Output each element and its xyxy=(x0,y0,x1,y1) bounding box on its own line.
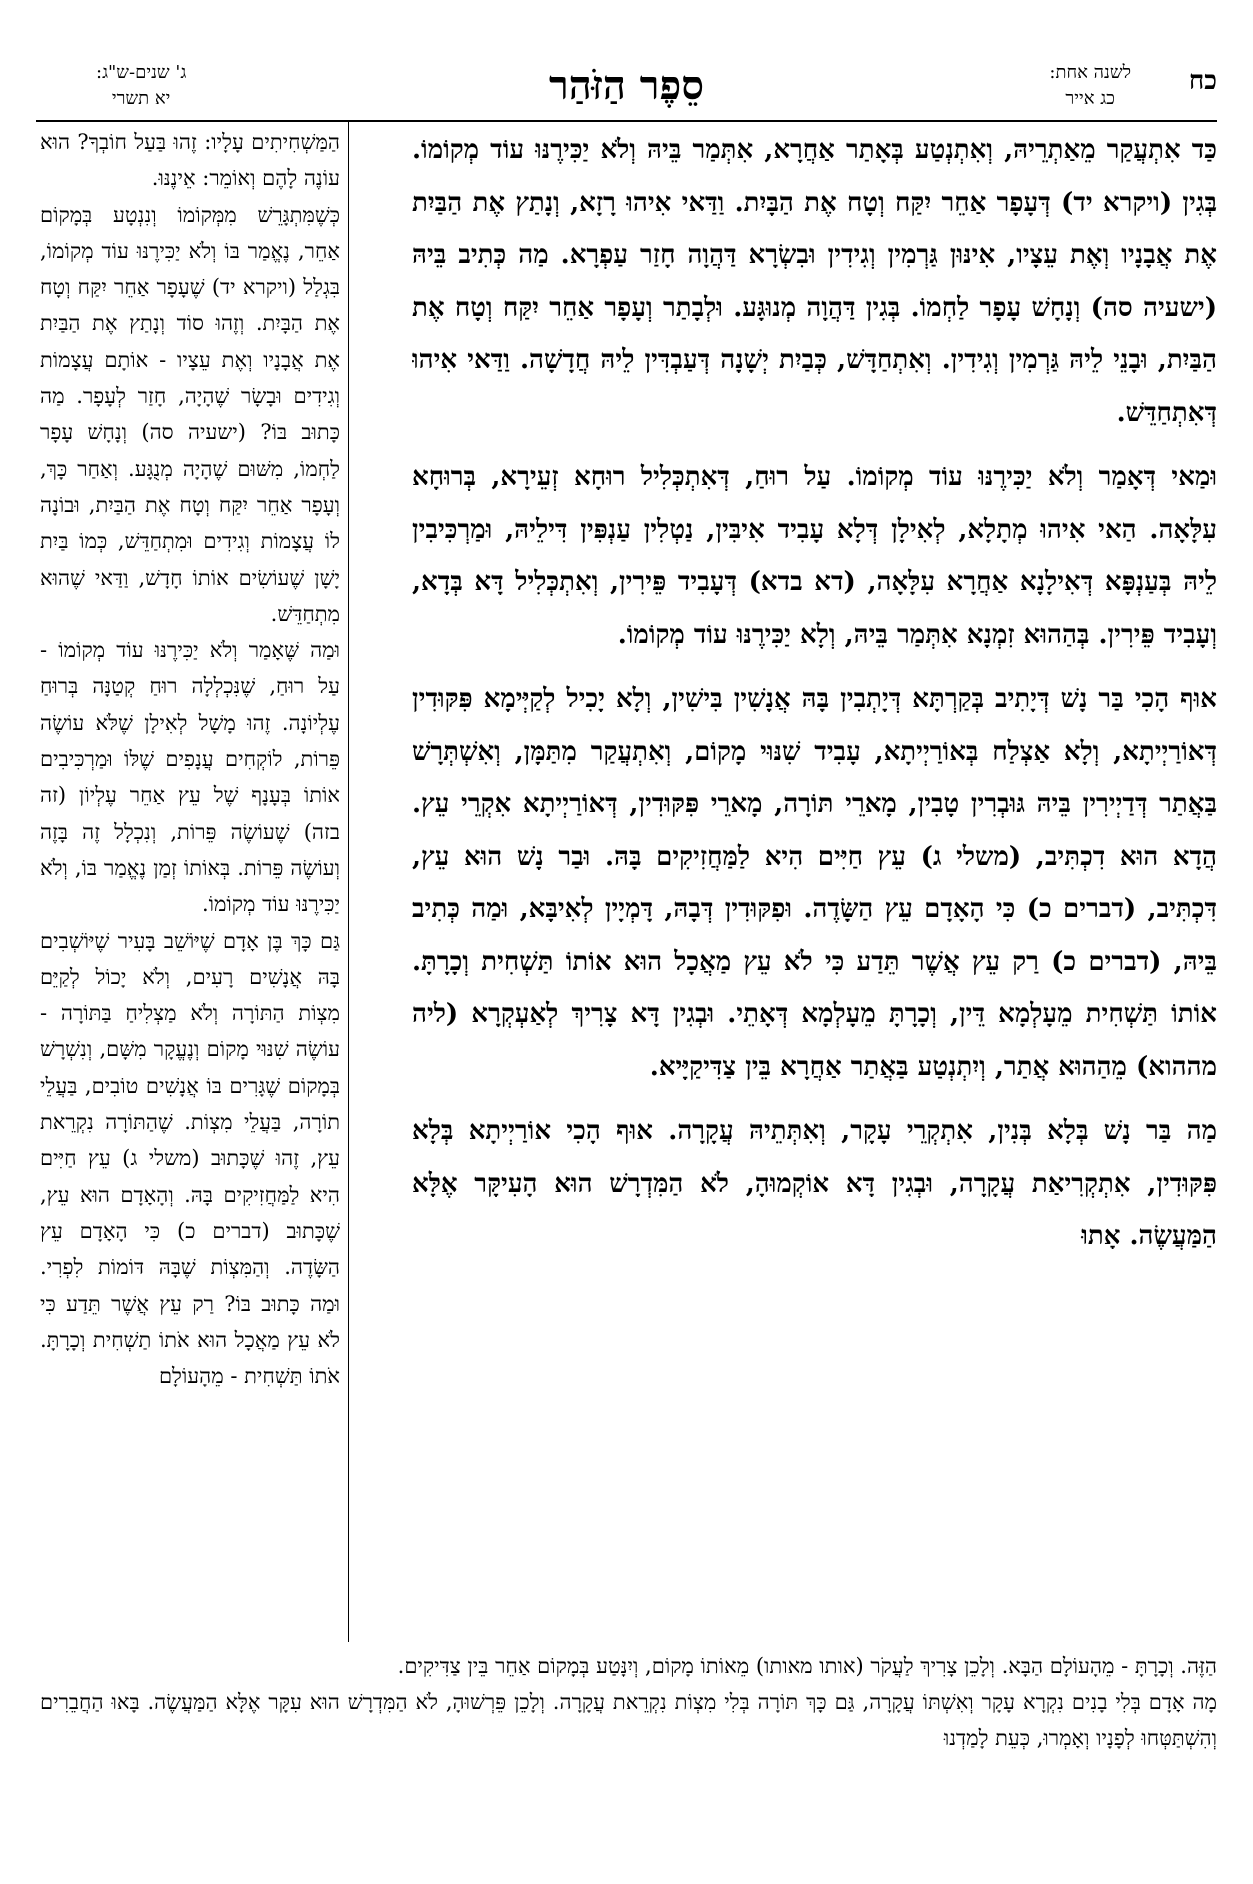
translation-paragraph: הַזֶּה. וְכָרָתָּ - מֵהָעוֹלָם הַבָּא. וְלָכֵן צָרִיךְ לַעֲקֹר (אותו מאותו) מֵאוֹתוֹ מָקוֹם, וְיִנָּטַע בְּמָקוֹם אַחֵר בֵּין צַדִּיקִים. xyxy=(397,1654,1217,1678)
translation-paragraph: מָה אָדָם בְּלִי בָנִים נִקְרָא עָקָר וְאִשְׁתּוֹ עֲקָרָה, גַּם כָּךְ תּוֹרָה בְּלִי מִצְוֹת נִקְרֵאת עֲקָרָה. וְלָכֵן פֵּרְשׁוּהָ, לֹא הַמִּדְרָשׁ הוּא עִקָּר אֶלָּא הַמַּעֲשֶׂה. בָּאוּ הַחֲבֵרִים וְהִשְׁתַּטְּחוּ לְפָנָיו וְאָמְרוּ, כְּעֵת לָמַדְנוּ xyxy=(40,1690,1217,1750)
translation-paragraph: כְּשֶׁמִּתְגָּרֵשׁ מִמְּקוֹמוֹ וְנִנְטָע בְּמָקוֹם אַחֵר, נֶאֱמַר בּוֹ וְלֹא יַכִּירֶנּוּ עוֹד מְקוֹמוֹ, בִּגְלַל (ויקרא יד) שֶׁעָפָר אַחֵר יִקַּח וְטָח אֶת הַבָּיִת. וְזֶהוּ סוֹד וְנָתַץ אֶת הַבַּיִת אֶת אֲבָנָיו וְאֶת עֵצָיו - אוֹתָם עֲצָמוֹת וְגִידִים וּבָשָׂר שֶׁהָיָה, חָזַר לְעָפָר. מַה כָּתוּב בּוֹ? (ישעיה סה) וְנָחָשׁ עָפָר לַחְמוֹ, מִשּׁוּם שֶׁהָיָה מְנֻגָּע. וְאַחַר כָּךְ, וְעָפָר אַחֵר יִקַּח וְטָח אֶת הַבַּיִת, וּבוֹנָה לוֹ עֲצָמוֹת וְגִידִים וּמִתְחַדֵּשׁ, כְּמוֹ בַּיִת יָשָׁן שֶׁעוֹשִׂים אוֹתוֹ חָדָשׁ, וַדַּאי שֶׁהוּא מִתְחַדֵּשׁ. xyxy=(40,202,340,626)
book-title: סֵפֶר הַזֹּהַר xyxy=(549,62,704,109)
main-paragraph: וּמַאי דְּאָמַר וְלֹא יַכִּירֶנּוּ עוֹד מְקוֹמוֹ. עַל רוּחַ, דְּאִתְכְּלִיל רוּחָא זְעֵירָא, בְּרוּחָא עִלָּאָה. הַאי אִיהוּ מְתָלָא, לְאִילָן דְּלָא עָבִיד אִיבִּין, נַטְלִין עַנְפִּין דִּילֵיהּ, וּמַרְכִּיבִין לֵיהּ בְּעַנְפָּא דְּאִילָנָא אַחֲרָא עִלָּאָה, (דא בדא) דְּעָבִיד פֵּירִין, וְאִתְכְּלִיל דָּא בְּדָא, וְעָבִיד פֵּירִין. בְּהַהוּא זִמְנָא אִתְּמַר בֵּיהּ, וְלָא יַכִּירֶנּוּ עוֹד מְקוֹמוֹ. xyxy=(412,462,1217,650)
page-header xyxy=(36,60,1217,122)
page-number: כח xyxy=(1188,66,1217,96)
main-paragraph: אוּף הָכִי בַּר נָשׁ דְּיָתִיב בְּקַרְתָּא דְּיָתְבִין בָּהּ אֲנָשִׁין בִּישִׁין, וְלָא יָכִיל לְקַיְּימָא פִּקּוּדִין דְּאוֹרַיְיתָא, וְלָא אַצְלַח בְּאוֹרַיְיתָא, עָבִיד שִׁנּוּי מָקוֹם, וְאִתְעֲקַר מִתַּמָּן, וְאִשְׁתְּרָשׁ בַּאֲתַר דְּדַיְירִין בֵּיהּ גּוּבְרִין טָבִין, מָארֵי תּוֹרָה, מָארֵי פִּקּוּדִין, דְּאוֹרַיְיתָא אִקְרֵי עֵץ. הֲדָא הוּא דִכְתִּיב, (משלי ג) עֵץ חַיִּים הִיא לַמַּחֲזִיקִים בָּהּ. וּבַר נָשׁ הוּא עֵץ, דִּכְתִּיב, (דברים כ) כִּי הָאָדָם עֵץ הַשָּׂדֶה. וּפִקּוּדִין דְּבָהּ, דָּמְיָין לְאִיבָּא, וּמַה כְּתִיב בֵּיהּ, (דברים כ) רַק עֵץ אֲשֶׁר תֵּדַע כִּי לֹא עֵץ מַאֲכָל הוּא אוֹתוֹ תַּשְׁחִית וְכָרָתָּ. אוֹתוֹ תַּשְׁחִית מֵעָלְמָא דֵּין, וְכָרָתָּ מֵעָלְמָא דְּאָתֵי. וּבְגִין דָּא צָרִיךְ לְאַעְקְרָא (ליה מההוא) מֵהַהוּא אֲתַר, וְיִתְנְטַע בַּאֲתַר אַחֲרָא בֵּין צַדִּיקַיָּיא. xyxy=(412,684,1217,1082)
schedule-label: לשנה אחת: xyxy=(1049,62,1131,83)
translation-paragraph: הַמַּשְׁחִיתִים עָלָיו: זֶהוּ בַּעַל חוֹבְךָ? הוּא עוֹנֶה לָהֶם וְאוֹמֵר: אֵינֶנּוּ. xyxy=(40,130,340,191)
main-paragraph: מַה בַּר נָשׁ בְּלָא בְּנִין, אִתְקְרֵי עָקָר, וְאִתְּתֵיהּ עֲקָרָה. אוּף הָכִי אוֹרַיְיתָא בְּלָא פִּקּוּדִין, אִתְקְרִיאַת עֲקָרָה, וּבְגִין דָּא אוֹקְמוּהָ, לֹא הַמִּדְרָשׁ הוּא הָעִיקָּר אֶלָּא הַמַּעֲשֶׂה. אָתוּ xyxy=(412,1116,1217,1251)
aramaic-main-column xyxy=(412,124,1217,1644)
translation-paragraph: גַּם כָּךְ בֶּן אָדָם שֶׁיּוֹשֵׁב בָּעִיר שֶׁיּוֹשְׁבִים בָּהּ אֲנָשִׁים רָעִים, וְלֹא יָכוֹל לְקַיֵּם מִצְוֹת הַתּוֹרָה וְלֹא מַצְלִיחַ בַּתּוֹרָה - עוֹשֶׂה שִׁנּוּי מָקוֹם וְנֶעֱקָר מִשָּׁם, וְנִשְׁרָשׁ בְּמָקוֹם שֶׁגָּרִים בּוֹ אֲנָשִׁים טוֹבִים, בַּעֲלֵי תוֹרָה, בַּעֲלֵי מִצְוֹת. שֶׁהַתּוֹרָה נִקְרֵאת עֵץ, זֶהוּ שֶׁכָּתוּב (משלי ג) עֵץ חַיִּים הִיא לַמַּחֲזִיקִים בָּהּ. וְהָאָדָם הוּא עֵץ, שֶׁכָּתוּב (דברים כ) כִּי הָאָדָם עֵץ הַשָּׂדֶה. וְהַמִּצְוֹת שֶׁבָּהּ דּוֹמוֹת לִפְרִי. וּמַה כָּתוּב בּוֹ? רַק עֵץ אֲשֶׁר תֵּדַע כִּי לֹא עֵץ מַאֲכָל הוּא אֹתוֹ תַשְׁחִית וְכָרָתָּ. אֹתוֹ תַּשְׁחִית - מֵהָעוֹלָם xyxy=(40,928,340,1389)
schedule-date: יא תשרי xyxy=(111,88,171,109)
header-rule xyxy=(36,120,1217,122)
hebrew-translation-column xyxy=(40,124,340,1644)
schedule-label: ג' שנים-ש"ג: xyxy=(96,62,187,83)
translation-continuation xyxy=(40,1648,1217,1868)
reading-schedule-three-year xyxy=(96,60,186,112)
schedule-date: כג אייר xyxy=(1065,88,1115,109)
main-paragraph: כַּד אִתְעֲקַר מֵאַתְרֵיהּ, וְאִתְנְטַע בְּאָתַר אַחֲרָא, אִתְּמַר בֵּיהּ וְלֹא יַכִּירֶנּוּ עוֹד מְקוֹמוֹ. בְּגִין (ויקרא יד) דְּעָפָר אַחֵר יִקַּח וְטָח אֶת הַבָּיִת. וַדַּאי אִיהוּ רָזָא, וְנָתַץ אֶת הַבַּיִת אֶת אֲבָנָיו וְאֶת עֵצָיו, אִינּוּן גַּרְמִין וְגִידִין וּבִשְׂרָא דַּהֲוָה חָזַר עַפְרָא. מַה כְּתִיב בֵּיהּ (ישעיה סה) וְנָחָשׁ עָפָר לַחְמוֹ. בְּגִין דַּהֲוָה מְנוּגָּע. וּלְבָתַר וְעָפָר אַחֵר יִקַּח וְטָח אֶת הַבַּיִת, וּבָנֵי לֵיהּ גַּרְמִין וְגִידִין. וְאִתְחַדָּשׁ, כְּבַיִת יְשָׁנָה דְּעַבְדִּין לֵיהּ חֲדָשָׁה. וַדַּאי אִיהוּ דְּאִתְחַדֵּשׁ. xyxy=(412,135,1217,428)
translation-paragraph: וּמַה שֶּׁאָמַר וְלֹא יַכִּירֶנּוּ עוֹד מְקוֹמוֹ - עַל רוּחַ, שֶׁנִּכְלְלָה רוּחַ קְטַנָּה בְּרוּחַ עֶלְיוֹנָה. זֶהוּ מָשָׁל לְאִילָן שֶׁלֹּא עוֹשֶׂה פֵּרוֹת, לוֹקְחִים עֲנָפִים שֶׁלּוֹ וּמַרְכִּיבִים אוֹתוֹ בְּעָנָף שֶׁל עֵץ אַחֵר עֶלְיוֹן (זה בזה) שֶׁעוֹשֶׂה פֵּרוֹת, וְנִכְלָל זֶה בָּזֶה וְעוֹשֶׂה פֵּרוֹת. בְּאוֹתוֹ זְמַן נֶאֱמַר בּוֹ, וְלֹא יַכִּירֶנּוּ עוֹד מְקוֹמוֹ. xyxy=(40,638,340,917)
column-divider xyxy=(348,122,349,1642)
